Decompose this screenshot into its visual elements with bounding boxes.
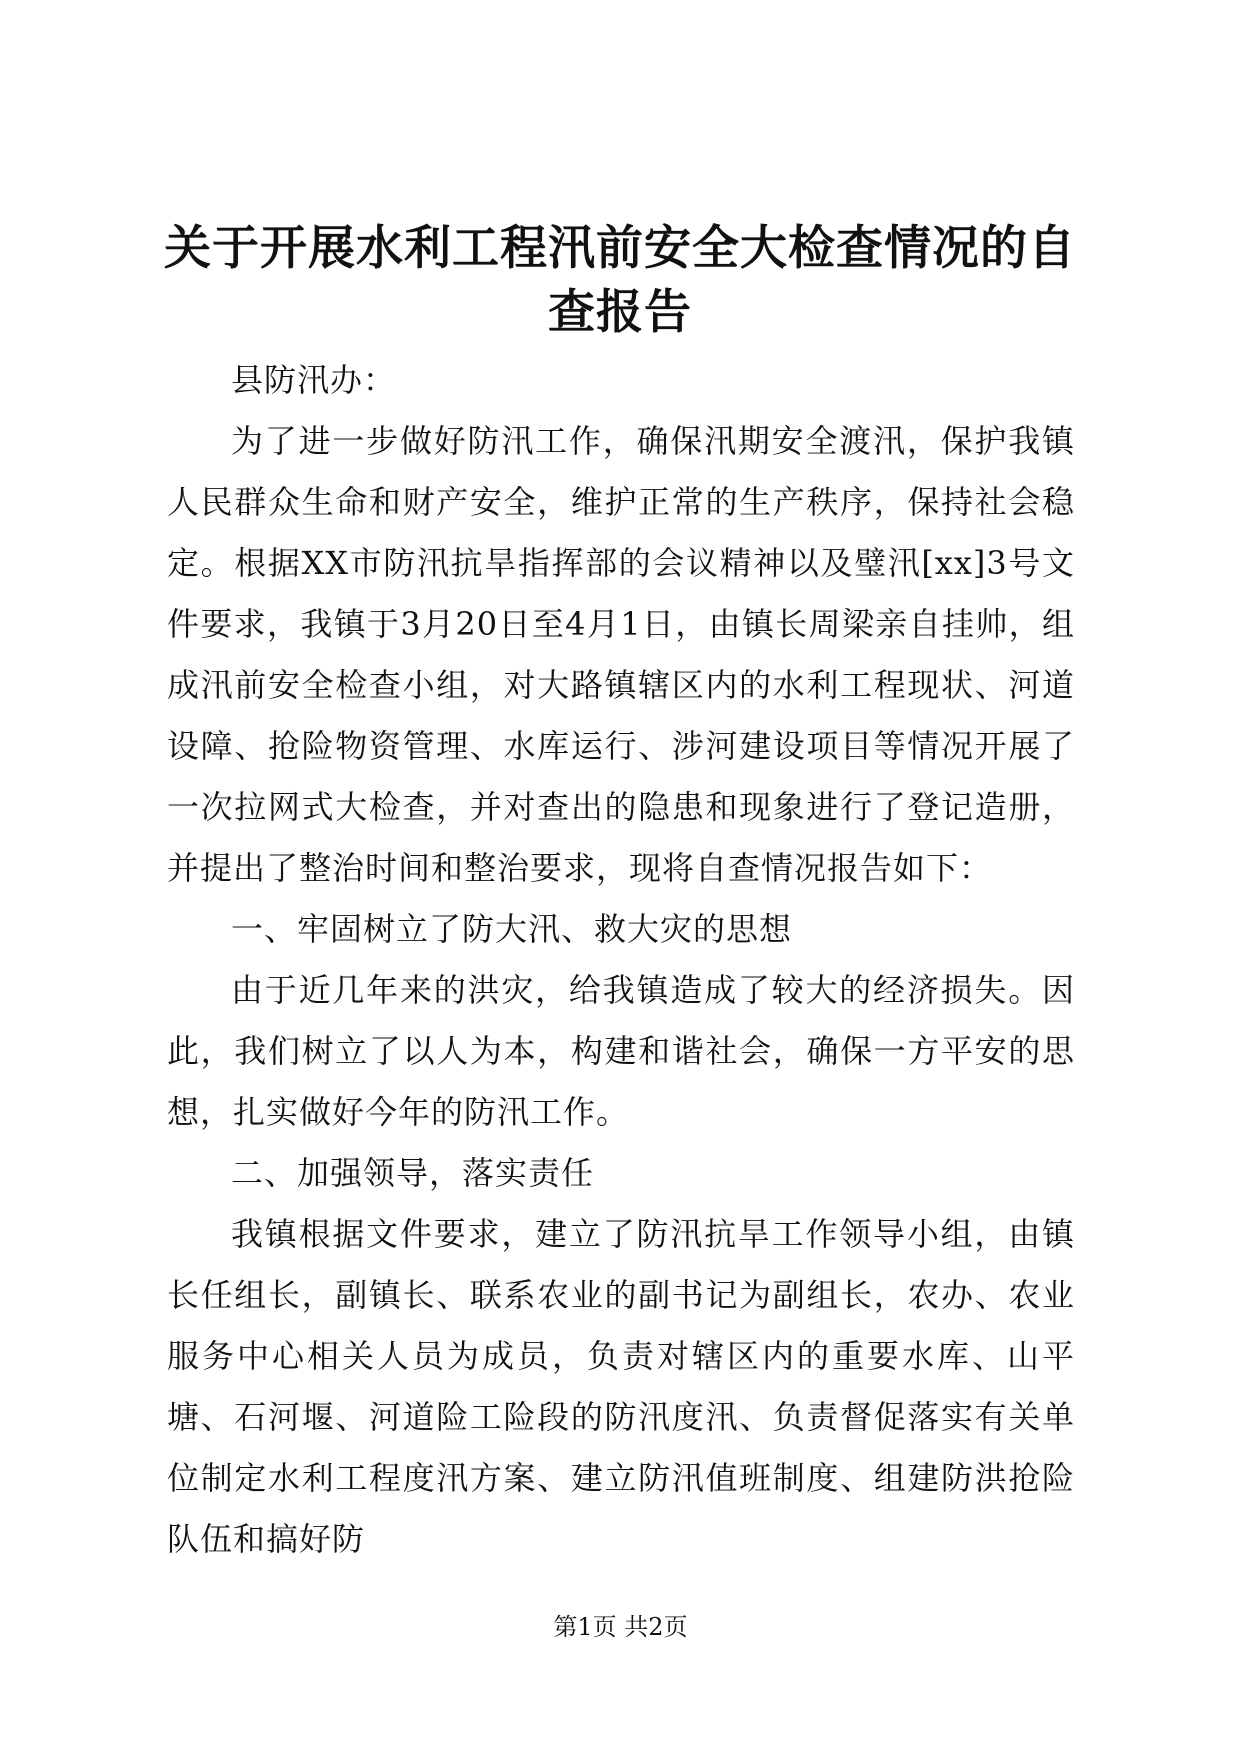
salutation: 县防汛办：	[231, 361, 397, 399]
paragraph-section-1: 由于近几年来的洪灾，给我镇造成了较大的经济损失。因此，我们树立了以人为本，构建和谐社会，确保一方平安的思想，扎实做好今年的防汛工作。	[167, 971, 1075, 1131]
section-heading-1: 一、牢固树立了防大汛、救大灾的思想	[231, 910, 793, 948]
paragraph-section-2: 我镇根据文件要求，建立了防汛抗旱工作领导小组，由镇长任组长，副镇长、联系农业的副书记为副组长，农办、农业服务中心相关人员为成员，负责对辖区内的重要水库、山平塘、石河堰、河道险工险段的防汛度汛、负责督促落实有关单位制定水利工程度汛方案、建立防汛值班制度、组建防洪抢险队伍和搞好防	[167, 1215, 1075, 1558]
document-title: 关于开展水利工程汛前安全大检查情况的自查报告	[164, 221, 1076, 341]
document-body	[167, 350, 1075, 1570]
paragraph-intro: 为了进一步做好防汛工作，确保汛期安全渡汛，保护我镇人民群众生命和财产安全，维护正常的生产秩序，保持社会稳定。根据XX市防汛抗旱指挥部的会议精神以及璧汛[xx]3号文件要求，我镇于3月20日至4月1日，由镇长周梁亲自挂帅，组成汛前安全检查小组，对大路镇辖区内的水利工程现状、河道设障、抢险物资管理、水库运行、涉河建设项目等情况开展了一次拉网式大检查，并对查出的隐患和现象进行了登记造册，并提出了整治时间和整治要求，现将自查情况报告如下：	[167, 422, 1075, 887]
section-heading-2: 二、加强领导，落实责任	[231, 1154, 595, 1192]
page-footer: 第1页 共2页	[553, 1613, 688, 1641]
